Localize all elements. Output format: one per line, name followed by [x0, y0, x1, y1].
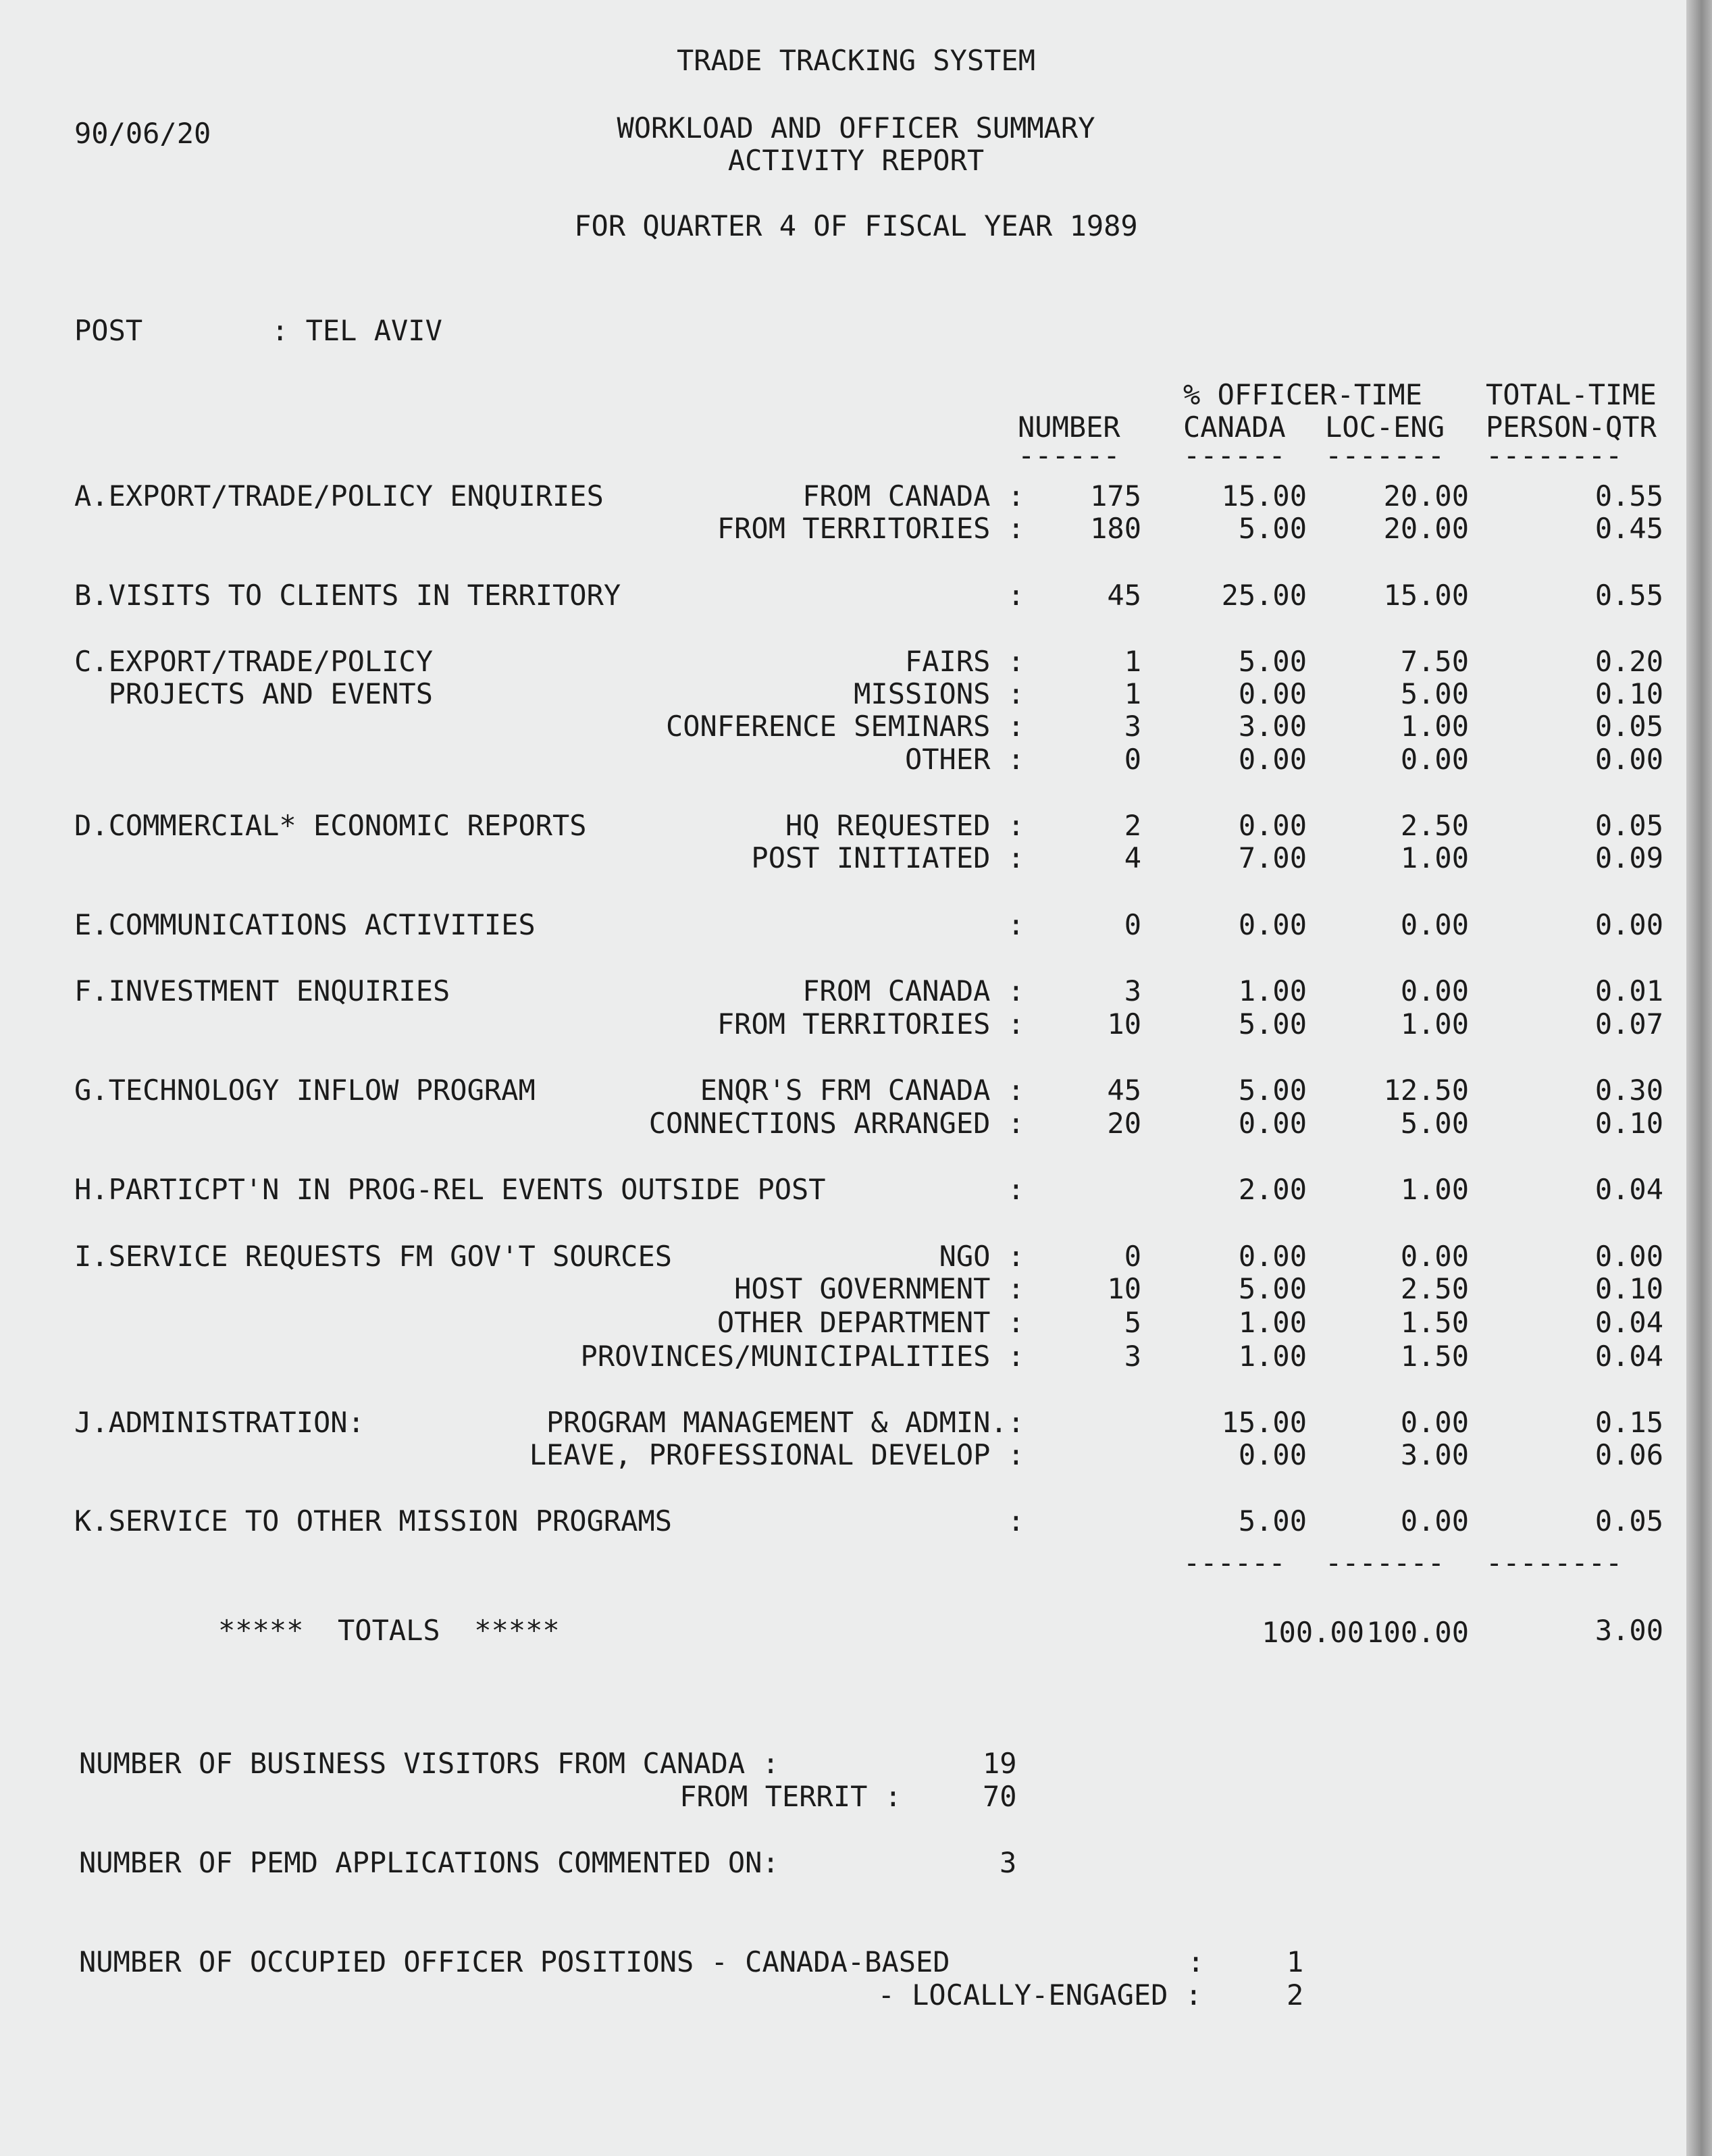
row-loc-eng-pct: 15.00	[1383, 579, 1469, 612]
table-row	[0, 974, 1712, 1008]
row-number: 10	[1107, 1272, 1141, 1305]
row-person-qtr: 0.05	[1594, 710, 1663, 743]
row-canada-pct: 7.00	[1238, 841, 1307, 874]
row-label: E.COMMUNICATIONS ACTIVITIES	[74, 908, 536, 941]
report-title-line2: ACTIVITY REPORT	[727, 144, 985, 177]
row-number: 0	[1124, 908, 1141, 941]
totals-underline-loc-eng: -------	[1325, 1546, 1445, 1579]
table-row	[0, 677, 1712, 711]
header-underline-loc-eng: -------	[1325, 439, 1445, 472]
pemd-label: NUMBER OF PEMD APPLICATIONS COMMENTED ON:	[79, 1846, 779, 1879]
row-label: I.SERVICE REQUESTS FM GOV'T SOURCES	[74, 1240, 673, 1273]
row-person-qtr: 0.10	[1594, 1272, 1663, 1305]
row-canada-pct: 0.00	[1238, 1438, 1307, 1471]
row-loc-eng-pct: 0.00	[1400, 974, 1469, 1007]
header-underline-canada: ------	[1183, 439, 1286, 472]
row-canada-pct: 0.00	[1238, 908, 1307, 941]
row-person-qtr: 0.01	[1594, 974, 1663, 1007]
totals-person-qtr: 3.00	[1594, 1614, 1663, 1647]
row-sublabel: NGO :	[939, 1240, 1024, 1273]
table-row	[0, 1240, 1712, 1273]
row-canada-pct: 1.00	[1238, 1340, 1307, 1373]
row-loc-eng-pct: 0.00	[1400, 1406, 1469, 1439]
row-sublabel: ENQR'S FRM CANADA :	[700, 1074, 1024, 1107]
row-number: 45	[1107, 1074, 1141, 1107]
row-sublabel: HOST GOVERNMENT :	[734, 1272, 1024, 1305]
row-loc-eng-pct: 0.00	[1400, 908, 1469, 941]
row-canada-pct: 2.00	[1238, 1173, 1307, 1206]
table-row	[0, 1074, 1712, 1107]
row-canada-pct: 1.00	[1238, 974, 1307, 1007]
row-canada-pct: 1.00	[1238, 1306, 1307, 1339]
column-header-loc-eng: LOC-ENG	[1325, 411, 1445, 444]
row-canada-pct: 0.00	[1238, 1240, 1307, 1273]
table-row	[0, 1107, 1712, 1140]
row-sublabel: :	[1007, 908, 1024, 941]
row-label: F.INVESTMENT ENQUIRIES	[74, 974, 450, 1007]
row-canada-pct: 5.00	[1238, 645, 1307, 678]
row-number: 3	[1124, 710, 1141, 743]
scan-page-edge	[1686, 0, 1712, 2156]
row-person-qtr: 0.55	[1594, 579, 1663, 612]
row-label: B.VISITS TO CLIENTS IN TERRITORY	[74, 579, 621, 612]
row-loc-eng-pct: 2.50	[1400, 1272, 1469, 1305]
row-number: 1	[1124, 645, 1141, 678]
row-canada-pct: 3.00	[1238, 710, 1307, 743]
row-sublabel: OTHER DEPARTMENT :	[717, 1306, 1024, 1339]
row-person-qtr: 0.06	[1594, 1438, 1663, 1471]
row-person-qtr: 0.00	[1594, 908, 1663, 941]
row-sublabel: FAIRS :	[904, 645, 1024, 678]
report-date: 90/06/20	[74, 117, 211, 150]
system-title: TRADE TRACKING SYSTEM	[676, 44, 1035, 77]
row-number: 180	[1090, 512, 1141, 545]
row-loc-eng-pct: 20.00	[1383, 479, 1469, 512]
row-number: 2	[1124, 809, 1141, 842]
row-loc-eng-pct: 1.50	[1400, 1306, 1469, 1339]
table-row	[0, 479, 1712, 513]
row-label: PROJECTS AND EVENTS	[74, 677, 434, 710]
positions-canada-value: 1	[1287, 1945, 1304, 1978]
row-number: 0	[1124, 743, 1141, 776]
table-row	[0, 1406, 1712, 1440]
row-sublabel: CONFERENCE SEMINARS :	[665, 710, 1024, 743]
row-loc-eng-pct: 0.00	[1400, 1240, 1469, 1273]
row-person-qtr: 0.10	[1594, 1107, 1663, 1140]
row-canada-pct: 5.00	[1238, 1074, 1307, 1107]
post-label: POST	[74, 314, 143, 347]
row-canada-pct: 15.00	[1221, 479, 1307, 512]
row-number: 175	[1090, 479, 1141, 512]
row-label: G.TECHNOLOGY INFLOW PROGRAM	[74, 1074, 536, 1107]
table-row	[0, 841, 1712, 875]
row-sublabel: FROM CANADA :	[802, 479, 1024, 512]
business-visitors-territ: 70	[983, 1780, 1017, 1813]
column-header-person-qtr: PERSON-QTR	[1486, 411, 1657, 444]
row-sublabel: :	[1007, 1173, 1024, 1206]
row-label: K.SERVICE TO OTHER MISSION PROGRAMS	[74, 1504, 673, 1537]
row-number: 3	[1124, 1340, 1141, 1373]
row-loc-eng-pct: 2.50	[1400, 809, 1469, 842]
row-label: A.EXPORT/TRADE/POLICY ENQUIRIES	[74, 479, 604, 512]
row-loc-eng-pct: 20.00	[1383, 512, 1469, 545]
row-number: 4	[1124, 841, 1141, 874]
row-loc-eng-pct: 1.50	[1400, 1340, 1469, 1373]
row-person-qtr: 0.04	[1594, 1340, 1663, 1373]
row-sublabel: POST INITIATED :	[751, 841, 1024, 874]
row-loc-eng-pct: 5.00	[1400, 677, 1469, 710]
row-loc-eng-pct: 5.00	[1400, 1107, 1469, 1140]
table-row	[0, 512, 1712, 546]
table-row	[0, 1306, 1712, 1340]
business-visitors-canada: 19	[983, 1747, 1017, 1780]
row-sublabel: FROM TERRITORIES :	[717, 512, 1024, 545]
report-title-line1: WORKLOAD AND OFFICER SUMMARY	[617, 111, 1095, 144]
row-person-qtr: 0.20	[1594, 645, 1663, 678]
row-canada-pct: 5.00	[1238, 1007, 1307, 1041]
row-canada-pct: 0.00	[1238, 1107, 1307, 1140]
row-person-qtr: 0.30	[1594, 1074, 1663, 1107]
row-canada-pct: 0.00	[1238, 743, 1307, 776]
header-underline-number: ------	[1018, 439, 1120, 472]
business-visitors-territ-label: FROM TERRIT :	[679, 1780, 902, 1813]
table-row	[0, 1173, 1712, 1207]
row-person-qtr: 0.45	[1594, 512, 1663, 545]
row-sublabel: OTHER :	[904, 743, 1024, 776]
row-person-qtr: 0.00	[1594, 743, 1663, 776]
row-person-qtr: 0.15	[1594, 1406, 1663, 1439]
positions-local-value: 2	[1287, 1978, 1304, 2012]
row-person-qtr: 0.04	[1594, 1306, 1663, 1339]
row-loc-eng-pct: 3.00	[1400, 1438, 1469, 1471]
totals-canada: 100.00	[1262, 1616, 1364, 1649]
row-sublabel: LEAVE, PROFESSIONAL DEVELOP :	[529, 1438, 1024, 1471]
row-canada-pct: 5.00	[1238, 512, 1307, 545]
table-row	[0, 645, 1712, 679]
row-loc-eng-pct: 12.50	[1383, 1074, 1469, 1107]
row-canada-pct: 5.00	[1238, 1272, 1307, 1305]
row-sublabel: FROM TERRITORIES :	[717, 1007, 1024, 1041]
row-canada-pct: 5.00	[1238, 1504, 1307, 1537]
row-loc-eng-pct: 0.00	[1400, 1504, 1469, 1537]
column-header-total-time: TOTAL-TIME	[1486, 378, 1657, 411]
row-label: H.PARTICPT'N IN PROG-REL EVENTS OUTSIDE POST	[74, 1173, 826, 1206]
row-loc-eng-pct: 1.00	[1400, 841, 1469, 874]
totals-loc-eng: 100.00	[1366, 1616, 1469, 1649]
row-label: C.EXPORT/TRADE/POLICY	[74, 645, 434, 678]
row-person-qtr: 0.04	[1594, 1173, 1663, 1206]
row-person-qtr: 0.00	[1594, 1240, 1663, 1273]
column-header-canada: CANADA	[1183, 411, 1286, 444]
totals-label: ***** TOTALS *****	[218, 1614, 560, 1647]
row-number: 5	[1124, 1306, 1141, 1339]
table-row	[0, 1272, 1712, 1306]
row-canada-pct: 25.00	[1221, 579, 1307, 612]
totals-underline-person-qtr: --------	[1486, 1546, 1623, 1579]
row-loc-eng-pct: 1.00	[1400, 1173, 1469, 1206]
row-sublabel: PROGRAM MANAGEMENT & ADMIN.:	[546, 1406, 1024, 1439]
row-loc-eng-pct: 1.00	[1400, 710, 1469, 743]
table-row	[0, 1504, 1712, 1538]
row-sublabel: :	[1007, 1504, 1024, 1537]
row-person-qtr: 0.05	[1594, 1504, 1663, 1537]
row-sublabel: FROM CANADA :	[802, 974, 1024, 1007]
row-label: D.COMMERCIAL* ECONOMIC REPORTS	[74, 809, 587, 842]
table-row	[0, 710, 1712, 743]
row-person-qtr: 0.10	[1594, 677, 1663, 710]
row-number: 20	[1107, 1107, 1141, 1140]
table-row	[0, 1340, 1712, 1373]
table-row	[0, 809, 1712, 843]
report-period: FOR QUARTER 4 OF FISCAL YEAR 1989	[574, 209, 1138, 242]
row-canada-pct: 0.00	[1238, 809, 1307, 842]
row-sublabel: CONNECTIONS ARRANGED :	[648, 1107, 1024, 1140]
positions-local-label: - LOCALLY-ENGAGED :	[877, 1978, 1202, 2012]
table-row	[0, 1438, 1712, 1472]
header-underline-person-qtr: --------	[1486, 439, 1623, 472]
row-loc-eng-pct: 0.00	[1400, 743, 1469, 776]
row-person-qtr: 0.55	[1594, 479, 1663, 512]
table-row	[0, 1007, 1712, 1041]
row-sublabel: :	[1007, 579, 1024, 612]
pemd-value: 3	[1000, 1846, 1017, 1879]
row-sublabel: PROVINCES/MUNICIPALITIES :	[580, 1340, 1024, 1373]
row-person-qtr: 0.05	[1594, 809, 1663, 842]
table-row	[0, 743, 1712, 777]
table-row	[0, 579, 1712, 612]
row-person-qtr: 0.07	[1594, 1007, 1663, 1041]
column-header-number: NUMBER	[1018, 411, 1120, 444]
row-canada-pct: 15.00	[1221, 1406, 1307, 1439]
row-number: 1	[1124, 677, 1141, 710]
row-canada-pct: 0.00	[1238, 677, 1307, 710]
post-value: : TEL AVIV	[271, 314, 442, 347]
row-sublabel: HQ REQUESTED :	[785, 809, 1024, 842]
totals-underline-canada: ------	[1183, 1546, 1286, 1579]
row-person-qtr: 0.09	[1594, 841, 1663, 874]
row-number: 45	[1107, 579, 1141, 612]
table-row	[0, 908, 1712, 942]
positions-canada-colon: :	[1187, 1945, 1205, 1978]
column-header-pct-officer-time: % OFFICER-TIME	[1183, 378, 1423, 411]
row-label: J.ADMINISTRATION:	[74, 1406, 365, 1439]
row-number: 0	[1124, 1240, 1141, 1273]
row-number: 3	[1124, 974, 1141, 1007]
row-loc-eng-pct: 7.50	[1400, 645, 1469, 678]
business-visitors-label: NUMBER OF BUSINESS VISITORS FROM CANADA :	[79, 1747, 779, 1780]
row-sublabel: MISSIONS :	[854, 677, 1024, 710]
positions-canada-label: NUMBER OF OCCUPIED OFFICER POSITIONS - CANADA-BASED	[79, 1945, 950, 1978]
row-loc-eng-pct: 1.00	[1400, 1007, 1469, 1041]
row-number: 10	[1107, 1007, 1141, 1041]
